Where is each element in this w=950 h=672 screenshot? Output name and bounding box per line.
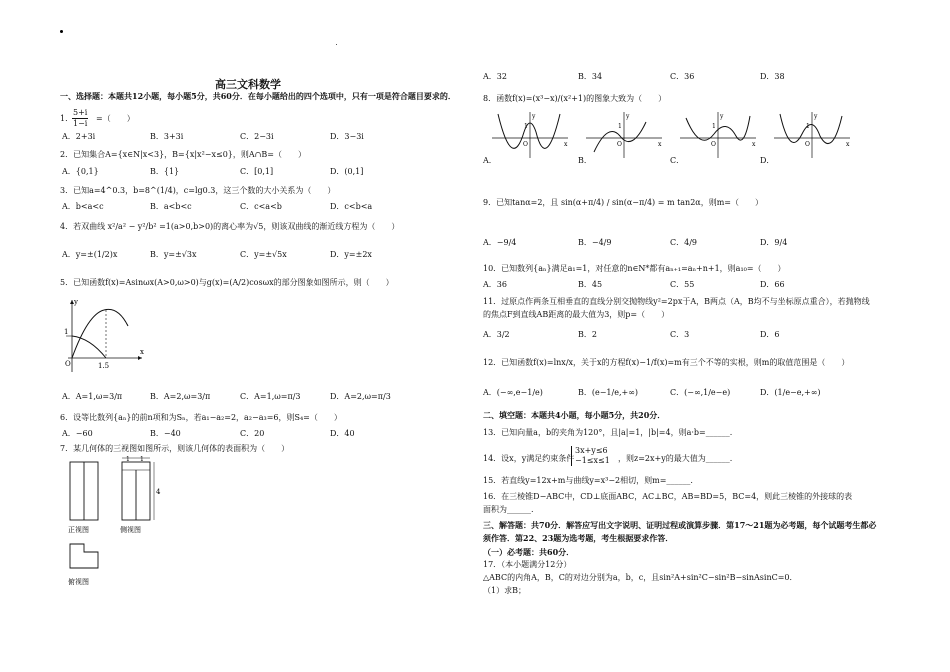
q8-graph-d xyxy=(774,112,850,158)
q8-axis-y-label: y xyxy=(626,113,630,120)
q8-origin-label: O xyxy=(711,141,716,148)
q5-option-b[interactable]: B．A=2,ω=3/π xyxy=(150,392,211,401)
q8-tick-label: 1 xyxy=(618,123,622,130)
q12-option-d[interactable]: D．(1/e−e,+∞) xyxy=(760,388,821,397)
q1-fraction: 5+i 1−i xyxy=(73,108,88,128)
q8-axis-x-label: x xyxy=(846,141,850,148)
q8-option-d[interactable]: D． xyxy=(760,156,775,165)
q3-option-d[interactable]: D．c<b<a xyxy=(330,202,373,211)
part1-heading: （一）必考题：共60分． xyxy=(483,547,575,557)
q4-stem: 4．若双曲线 x²/a² − y²/b² =1(a>0,b>0)的离心率为√5，则该双曲线的渐近线方程为（ ） xyxy=(60,222,400,231)
q8-graph-b xyxy=(586,112,662,158)
q8-stem: 8．函数f(x)=(x³−x)/(x²+1)的图象大致为（ ） xyxy=(483,94,667,103)
q9-option-b[interactable]: B．−4/9 xyxy=(578,238,612,247)
q7-option-b[interactable]: B．34 xyxy=(578,72,603,81)
q10-option-d[interactable]: D．66 xyxy=(760,280,785,289)
q8-origin-label: O xyxy=(617,141,622,148)
q2-stem: 2．已知集合A={x∈N|x<3}，B={x|x²−x≤0}，则A∩B=（ ） xyxy=(60,150,306,159)
q4-option-b[interactable]: B．y=±√3x xyxy=(150,250,197,259)
q11-option-b[interactable]: B．2 xyxy=(578,330,597,339)
q5-graph xyxy=(62,296,146,376)
q10-option-c[interactable]: C．55 xyxy=(670,280,695,289)
q7-front-label: 正视图 xyxy=(68,526,89,534)
q9-option-d[interactable]: D．9/4 xyxy=(760,238,788,247)
q7-option-d[interactable]: D．38 xyxy=(760,72,785,81)
q7-stem: 7．某几何体的三视图如图所示，则该几何体的表面积为（ ） xyxy=(60,444,290,453)
q7-three-views xyxy=(62,456,172,588)
q8-graph-options xyxy=(490,112,860,160)
section1-heading: 一、选择题：本题共12小题，每小题5分，共60分．在每小题给出的四个选项中，只有一项是符合题目要求的． xyxy=(60,91,456,101)
q14-constraint-2: −1≤x≤1 xyxy=(575,456,610,465)
q6-option-a[interactable]: A．−60 xyxy=(62,429,93,438)
q10-option-b[interactable]: B．45 xyxy=(578,280,603,289)
q14-constraint-1: 3x+y≤6 xyxy=(575,446,608,455)
q6-stem: 6．设等比数列{aₙ}的前n项和为Sₙ，若a₁−a₂=2，a₂−a₃=6，则S₄=（ ） xyxy=(60,413,342,422)
q11-option-c[interactable]: C．3 xyxy=(670,330,690,339)
q11-option-a[interactable]: A．3/2 xyxy=(483,330,510,339)
q8-tick-label: 1 xyxy=(524,123,528,130)
q3-stem: 3．已知a=4^0.3，b=8^(1/4)，c=lg0.3，这三个数的大小关系为（ ） xyxy=(60,186,336,195)
q9-option-a[interactable]: A．−9/4 xyxy=(483,238,517,247)
q8-axis-x-label: x xyxy=(752,141,756,148)
q8-origin-label: O xyxy=(523,141,528,148)
q5-option-a[interactable]: A．A=1,ω=3/π xyxy=(62,392,123,401)
q2-option-a[interactable]: A．{0,1} xyxy=(62,167,99,176)
q6-option-c[interactable]: C．20 xyxy=(240,429,265,438)
q8-option-c[interactable]: C． xyxy=(670,156,685,165)
q17-head: 17．（本小题满分12分） xyxy=(483,560,572,569)
q3-option-a[interactable]: A．b<a<c xyxy=(62,202,104,211)
q5-option-c[interactable]: C．A=1,ω=π/3 xyxy=(240,392,301,401)
q6-option-b[interactable]: B．−40 xyxy=(150,429,181,438)
q5-y-label: y xyxy=(74,298,78,306)
q5-tick-x: 1.5 xyxy=(98,362,110,370)
q5-option-d[interactable]: D．A=2,ω=π/3 xyxy=(330,392,391,401)
q8-tick-label: 1 xyxy=(806,123,810,130)
q4-option-c[interactable]: C．y=±√5x xyxy=(240,250,287,259)
q12-option-b[interactable]: B．(e−1/e,+∞) xyxy=(578,388,638,397)
q17-line: △ABC的内角A，B，C的对边分别为a，b，c，且sin²A+sin²C−sin²B−sinAsinC=0． xyxy=(483,573,798,582)
q7-dim-h: 4 xyxy=(156,488,161,496)
q16-stem-line2: 面积为______. xyxy=(483,505,534,514)
q5-origin: O xyxy=(65,360,71,368)
margin-dot xyxy=(60,30,63,33)
section2-heading: 二、填空题：本题共4小题，每小题5分，共20分． xyxy=(483,410,666,420)
q11-stem-line2: 的焦点F到直线AB距离的最大值为3，则p=（ ） xyxy=(483,310,670,319)
q1-number: 1． xyxy=(60,114,74,123)
q7-dim-b: 1 xyxy=(140,456,144,463)
q1-option-d[interactable]: D．3−3i xyxy=(330,132,364,141)
q1-option-c[interactable]: C．2−3i xyxy=(240,132,274,141)
q17-sub: （1）求B； xyxy=(483,586,526,595)
q4-option-a[interactable]: A．y=±(1/2)x xyxy=(62,250,118,259)
q2-option-c[interactable]: C．[0,1] xyxy=(240,167,274,176)
q3-option-c[interactable]: C．c<a<b xyxy=(240,202,282,211)
q10-stem: 10．已知数列{aₙ}满足a₁=1，对任意的n∈N*都有aₙ₊₁=aₙ+n+1，则a₁₀=（ ） xyxy=(483,264,786,273)
q8-graph-a xyxy=(492,112,568,158)
q7-side-label: 侧视图 xyxy=(120,526,141,534)
q8-tick-label: 1 xyxy=(712,123,716,130)
q8-axis-x-label: x xyxy=(564,141,568,148)
q1-option-a[interactable]: A．2+3i xyxy=(62,132,96,141)
q3-option-b[interactable]: B．a<b<c xyxy=(150,202,192,211)
q7-top-label: 俯视图 xyxy=(68,578,89,586)
q14-constraints xyxy=(571,446,610,466)
q8-axis-y-label: y xyxy=(814,113,818,120)
q14-stem-pre: 14．设x，y满足约束条件 xyxy=(483,454,575,463)
q12-stem: 12．已知函数f(x)=lnx/x，关于x的方程f(x)−1/f(x)=m有三个不等的实根，则m的取值范围是（ ） xyxy=(483,358,850,367)
q8-graph-c xyxy=(680,112,756,158)
q7-option-c[interactable]: C．36 xyxy=(670,72,695,81)
q16-stem-line1: 16．在三棱锥D−ABC中，CD⊥底面ABC，AC⊥BC，AB=BD=5，BC=4，则此三棱锥的外接球的表 xyxy=(483,492,853,501)
q11-option-d[interactable]: D．6 xyxy=(760,330,780,339)
q8-origin-label: O xyxy=(805,141,810,148)
q2-option-d[interactable]: D．(0,1] xyxy=(330,167,364,176)
q12-option-c[interactable]: C．(−∞,1/e−e) xyxy=(670,388,731,397)
q5-x-label: x xyxy=(140,348,144,356)
q5-stem: 5．已知函数f(x)=Asinωx(A>0,ω>0)与g(x)=(A/2)cosωx的部分图象如图所示，则（ ） xyxy=(60,278,394,287)
q8-axis-y-label: y xyxy=(532,113,536,120)
q7-option-a[interactable]: A．32 xyxy=(483,72,507,81)
q8-axis-x-label: x xyxy=(658,141,662,148)
q8-axis-y-label: y xyxy=(720,113,724,120)
q5-tick-y: 1 xyxy=(64,328,69,336)
q8-option-b[interactable]: B． xyxy=(578,156,592,165)
section3-heading-line2: 须作答．第22、23题为选考题，考生根据要求作答． xyxy=(483,533,674,543)
q12-option-a[interactable]: A．(−∞,e−1/e) xyxy=(483,388,543,397)
margin-dot-small xyxy=(336,44,337,45)
q11-stem-line1: 11．过原点作两条互相垂直的直线分别交抛物线y²=2px于A，B两点（A，B均不与坐标原点重合），若抛物线 xyxy=(483,297,870,306)
q7-dim-a: 1 xyxy=(126,456,130,463)
q1-tail: =（ ） xyxy=(96,114,135,123)
section3-heading-line1: 三、解答题：共70分．解答应写出文字说明、证明过程或演算步骤．第17～21题为必考题，每个试题考生都必 xyxy=(483,520,877,530)
q9-stem: 9．已知tanα=2，且 sin(α+π/4) / sin(α−π/4) = m tan2α，则m=（ ） xyxy=(483,198,763,207)
page-title: 高三文科数学 xyxy=(215,78,281,91)
q10-option-a[interactable]: A．36 xyxy=(483,280,507,289)
q6-option-d[interactable]: D．40 xyxy=(330,429,355,438)
q2-option-b[interactable]: B．{1} xyxy=(150,167,180,176)
q8-option-a[interactable]: A． xyxy=(483,156,497,165)
q14-stem-post: ，则z=2x+y的最大值为______. xyxy=(618,454,733,463)
q9-option-c[interactable]: C．4/9 xyxy=(670,238,697,247)
q13-stem: 13．已知向量a，b的夹角为120°，且|a|=1，|b|=4，则a·b=______. xyxy=(483,428,733,437)
q1-option-b[interactable]: B．3+3i xyxy=(150,132,184,141)
q15-stem: 15．若直线y=12x+m与曲线y=x³−2相切，则m=______. xyxy=(483,476,693,485)
q4-option-d[interactable]: D．y=±2x xyxy=(330,250,372,259)
